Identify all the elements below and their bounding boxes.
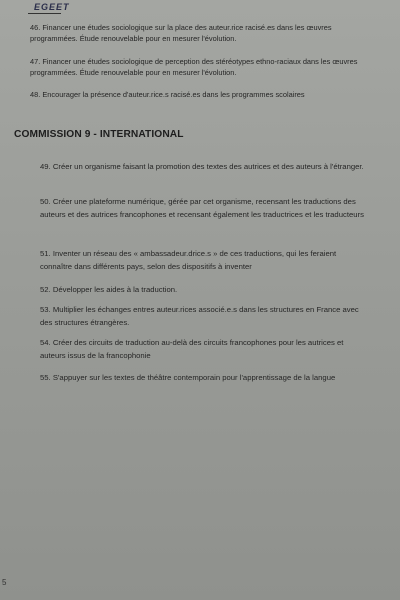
item-text: Multiplier les échanges entres auteur.rices associé.e.s dans les structures en France avec des structures étrangères. (40, 305, 359, 327)
list-item-51 (40, 248, 370, 273)
item-text: S'appuyer sur les textes de théâtre contemporain pour l'apprentissage de la langue (52, 373, 336, 382)
item-number: 55. (40, 373, 51, 382)
list-item-46 (30, 23, 360, 44)
item-number: 48. (30, 90, 41, 99)
item-text: Financer une études sociologique de perception des stéréotypes ethno-raciaux dans les œuvres programmées. Étude renouvelable pour en mesurer l'évolution. (30, 57, 358, 77)
item-text: Créer des circuits de traduction au-delà des circuits francophones pour les autrices et auteurs issus de la francophonie (40, 338, 344, 360)
item-number: 50. (40, 197, 51, 206)
list-item-54 (40, 337, 370, 362)
item-text: Développer les aides à la traduction. (52, 285, 178, 294)
list-item-47 (30, 57, 360, 78)
item-number: 46. (30, 23, 41, 32)
header-logo: EGEET (34, 2, 70, 12)
item-number: 51. (40, 249, 51, 258)
list-item-48 (30, 90, 360, 101)
item-number: 52. (40, 285, 51, 294)
section-heading: COMMISSION 9 - INTERNATIONAL (14, 129, 184, 140)
item-text: Créer une plateforme numérique, gérée par cet organisme, recensant les traductions des auteurs et des autrices francophones et recensant également les traductrices et les traducteurs (40, 197, 364, 219)
item-number: 54. (40, 338, 51, 347)
item-number: 49. (40, 162, 51, 171)
header-divider (28, 13, 61, 14)
list-item-55 (40, 372, 370, 385)
page-number: 5 (2, 578, 7, 587)
item-text: Créer un organisme faisant la promotion des textes des autrices et des auteurs à l'étranger. (52, 162, 364, 171)
list-item-49 (40, 161, 370, 174)
list-item-53 (40, 304, 370, 329)
item-number: 53. (40, 305, 51, 314)
item-text: Financer une études sociologique sur la place des auteur.rice racisé.es dans les œuvres programmées. Étude renouvelable pour en mesurer l'évolution. (30, 23, 332, 43)
item-number: 47. (30, 57, 41, 66)
list-item-50 (40, 196, 370, 221)
list-item-52 (40, 284, 370, 297)
item-text: Inventer un réseau des « ambassadeur.drice.s » de ces traductions, qui les feraient connaître dans différents pays, selon des dispositifs à inventer (40, 249, 337, 271)
item-text: Encourager la présence d'auteur.rice.s racisé.es dans les programmes scolaires (42, 90, 305, 99)
